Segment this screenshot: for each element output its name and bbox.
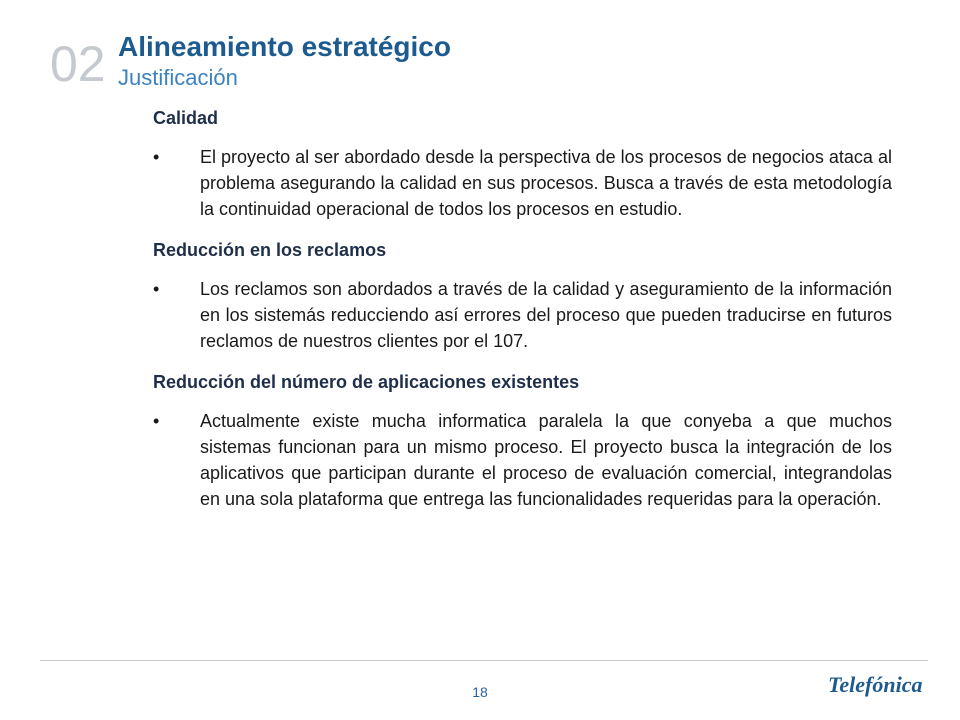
slide-content <box>153 106 892 528</box>
page-title: Alineamiento estratégico <box>118 31 451 62</box>
bullet-text: El proyecto al ser abordado desde la perspectiva de los procesos de negocios ataca al problema asegurando la calidad en sus procesos. Busca a través de esta metodología la continuidad operacional de todos los procesos en estudio. <box>200 147 892 219</box>
bullet-item <box>153 276 892 354</box>
bullet-icon: • <box>153 279 160 299</box>
section-calidad <box>153 106 892 222</box>
bullet-icon: • <box>153 411 160 431</box>
bullet-text: Los reclamos son abordados a través de la calidad y aseguramiento de la información en los sistemás reducciendo así errores del proceso que pueden traducirse en futuros reclamos de nuestros clientes por el 107. <box>200 279 892 351</box>
page-subtitle: Justificación <box>118 65 238 90</box>
section-aplicaciones <box>153 370 892 512</box>
footer-divider <box>40 660 928 661</box>
section-heading: Reducción en los reclamos <box>153 240 387 260</box>
section-number: 02 <box>50 36 106 92</box>
telefonica-logo <box>826 671 930 699</box>
bullet-item <box>153 408 892 512</box>
bullet-item <box>153 144 892 222</box>
bullet-text: Actualmente existe mucha informatica paralela la que conyeba a que muchos sistemas funcionan para un mismo proceso. El proyecto busca la integración de los aplicativos que participan durante el proceso de evaluación comercial, integrandolas en una sola plataforma que entrega las funcionalidades requeridas para la operación. <box>200 411 892 509</box>
bullet-icon: • <box>153 147 160 167</box>
logo-wordmark: Telefónica <box>828 672 923 697</box>
section-reclamos <box>153 238 892 354</box>
section-heading: Calidad <box>153 108 219 128</box>
section-heading: Reducción del número de aplicaciones existentes <box>153 372 580 392</box>
page-number: 18 <box>472 684 488 700</box>
